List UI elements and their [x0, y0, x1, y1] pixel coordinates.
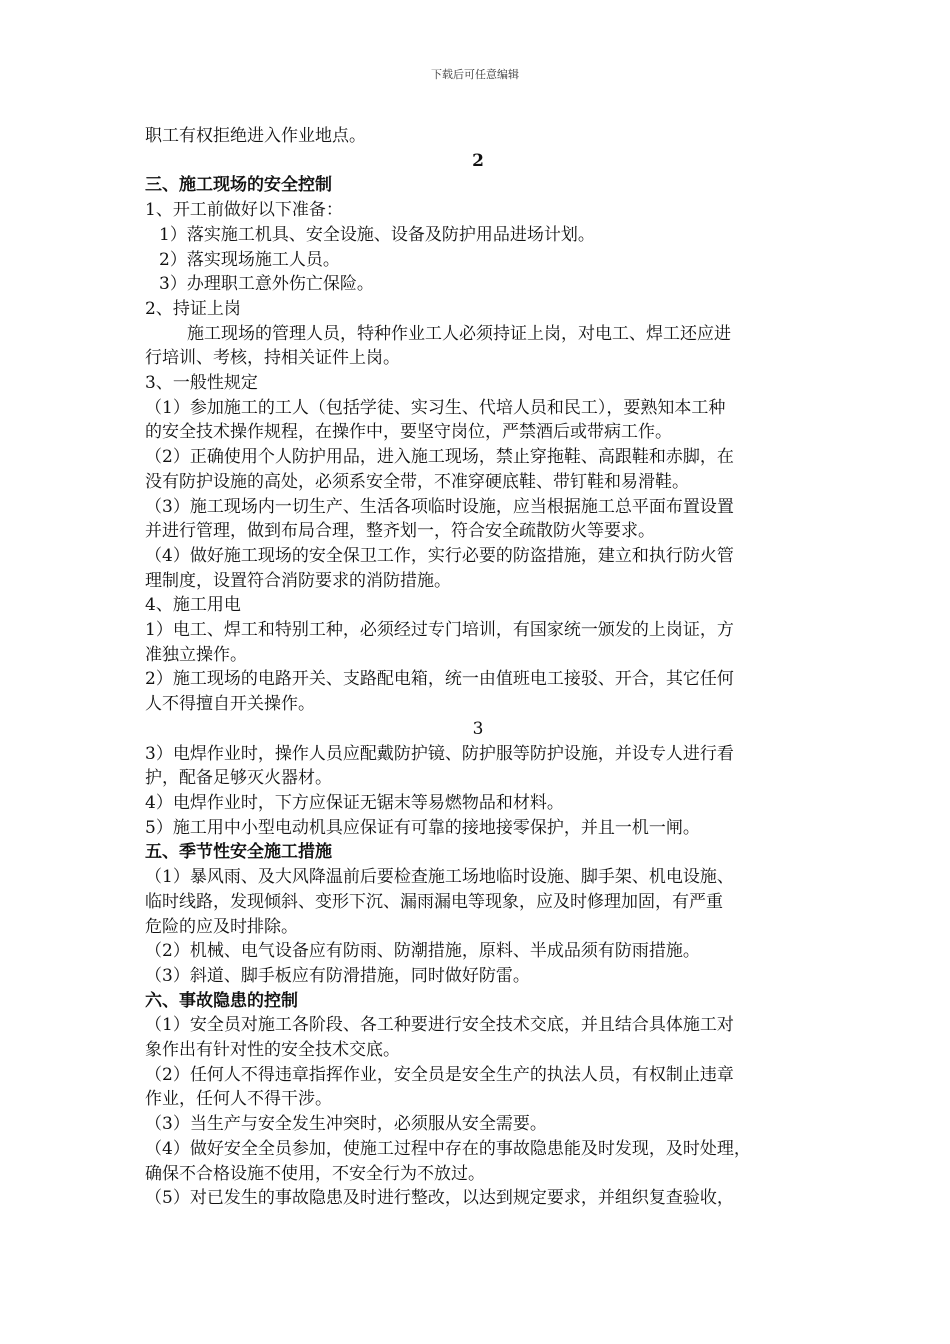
text-line: 人不得擅自开关操作。: [145, 694, 315, 715]
text-line: 确保不合格设施不使用，不安全行为不放过。: [145, 1163, 485, 1184]
text-line: 1）电工、焊工和特别工种，必须经过专门培训，有国家统一颁发的上岗证，方: [145, 620, 734, 641]
text-line: 理制度，设置符合消防要求的消防措施。: [145, 570, 451, 591]
page-header: 下载后可任意编辑: [431, 68, 519, 81]
text-line: （1）安全员对施工各阶段、各工种要进行安全技术交底，并且结合具体施工对: [145, 1015, 734, 1036]
document-body: [145, 124, 811, 1211]
text-line: 4、施工用电: [145, 595, 241, 616]
text-line: 施工现场的管理人员，特种作业工人必须持证上岗，对电工、焊工还应进: [187, 323, 731, 344]
text-line: 的安全技术操作规程，在操作中，要坚守岗位，严禁酒后或带病工作。: [145, 422, 672, 443]
text-line: （5）对已发生的事故隐患及时进行整改，以达到规定要求，并组织复查验收，: [145, 1188, 734, 1209]
text-line: 行培训、考核，持相关证件上岗。: [145, 348, 400, 369]
text-line: 象作出有针对性的安全技术交底。: [145, 1040, 400, 1061]
text-line: （2）任何人不得违章指挥作业，安全员是安全生产的执法人员，有权制止违章: [145, 1064, 734, 1085]
text-line: 2）施工现场的电路开关、支路配电箱，统一由值班电工接驳、开合，其它任何: [145, 669, 734, 690]
text-line: 2、持证上岗: [145, 298, 241, 319]
section-heading: 五、季节性安全施工措施: [145, 842, 332, 863]
text-line: （4）做好安全全员参加，使施工过程中存在的事故隐患能及时发现，及时处理，: [145, 1138, 751, 1159]
text-line: （3）当生产与安全发生冲突时，必须服从安全需要。: [145, 1114, 547, 1135]
text-line: 1、开工前做好以下准备：: [145, 200, 343, 221]
text-line: 4）电焊作业时，下方应保证无锯末等易燃物品和材料。: [145, 792, 564, 813]
text-line: 5）施工用中小型电动机具应保证有可靠的接地接零保护，并且一机一闸。: [145, 817, 700, 838]
text-line: 护，配备足够灭火器材。: [145, 768, 332, 789]
section-heading: 三、施工现场的安全控制: [145, 175, 332, 196]
text-line: （3）施工现场内一切生产、生活各项临时设施，应当根据施工总平面布置设置: [145, 496, 734, 517]
text-line: 3、一般性规定: [145, 373, 258, 394]
text-line: 2）落实现场施工人员。: [159, 249, 340, 270]
text-line: 作业，任何人不得干涉。: [145, 1089, 332, 1110]
text-line: 临时线路，发现倾斜、变形下沉、漏雨漏电等现象，应及时修理加固，有严重: [145, 891, 723, 912]
text-line: 职工有权拒绝进入作业地点。: [145, 126, 366, 146]
text-line: 3）办理职工意外伤亡保险。: [159, 274, 374, 295]
text-line: （2）正确使用个人防护用品，进入施工现场，禁止穿拖鞋、高跟鞋和赤脚，在: [145, 447, 734, 468]
text-line: （4）做好施工现场的安全保卫工作，实行必要的防盗措施，建立和执行防火管: [145, 545, 734, 566]
page-number: 2: [472, 150, 484, 171]
text-line: 准独立操作。: [145, 644, 247, 665]
text-line: 危险的应及时排除。: [145, 916, 298, 937]
text-line: （2）机械、电气设备应有防雨、防潮措施，原料、半成品须有防雨措施。: [145, 941, 700, 962]
text-line: （3）斜道、脚手板应有防滑措施，同时做好防雷。: [145, 965, 530, 986]
section-heading: 六、事故隐患的控制: [145, 990, 298, 1011]
text-line: 没有防护设施的高处，必须系安全带，不准穿硬底鞋、带钉鞋和易滑鞋。: [145, 471, 689, 492]
text-line: （1）参加施工的工人（包括学徒、实习生、代培人员和民工），要熟知本工种: [145, 397, 726, 418]
page-number: 3: [472, 718, 484, 739]
text-line: （1）暴风雨、及大风降温前后要检查施工场地临时设施、脚手架、机电设施、: [145, 867, 734, 888]
text-line: 并进行管理，做到布局合理，整齐划一，符合安全疏散防火等要求。: [145, 521, 655, 542]
text-line: 3）电焊作业时，操作人员应配戴防护镜、防护服等防护设施，并设专人进行看: [145, 743, 734, 764]
text-line: 1）落实施工机具、安全设施、设备及防护用品进场计划。: [159, 224, 595, 245]
